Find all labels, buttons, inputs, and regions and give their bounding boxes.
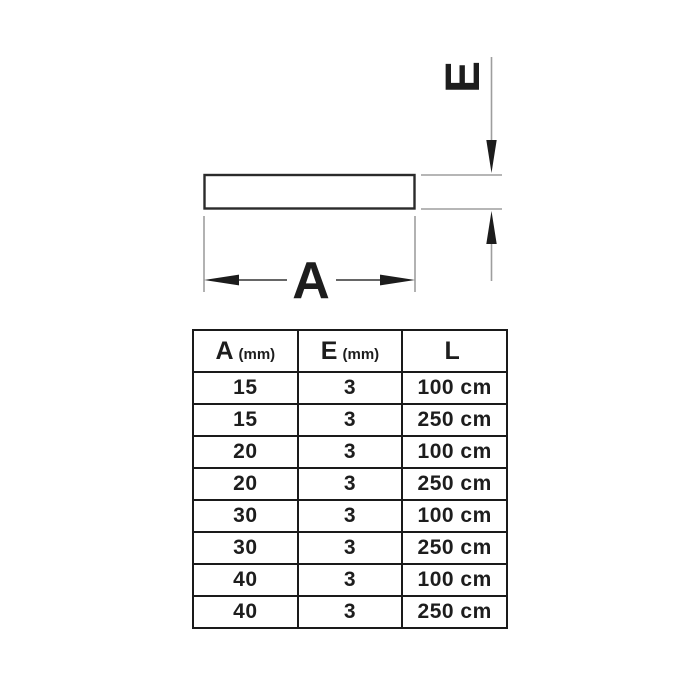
dim-e-arrow-up-icon <box>486 211 496 244</box>
dim-a-arrow-left-icon <box>204 275 239 286</box>
header-e-letter: E <box>320 336 338 365</box>
cell-a: 15 <box>193 404 298 436</box>
dim-e-label: E <box>437 60 490 94</box>
cell-l: 250 cm <box>402 404 507 436</box>
spec-table <box>192 329 508 629</box>
cell-e: 3 <box>298 404 403 436</box>
cell-e: 3 <box>298 468 403 500</box>
cell-a: 20 <box>193 468 298 500</box>
cell-e: 3 <box>298 436 403 468</box>
cell-e: 3 <box>298 372 403 404</box>
table-row <box>193 564 507 596</box>
header-cell-e <box>298 330 403 372</box>
header-a-letter: A <box>215 336 234 365</box>
cell-a: 30 <box>193 500 298 532</box>
spec-table-body <box>193 372 507 628</box>
spec-table-header <box>193 330 507 372</box>
header-l-letter: L <box>444 336 460 365</box>
cell-a: 40 <box>193 564 298 596</box>
cell-l: 250 cm <box>402 468 507 500</box>
cell-a: 40 <box>193 596 298 628</box>
table-row <box>193 404 507 436</box>
header-e-unit: (mm) <box>342 345 380 363</box>
dim-e-arrow-down-icon <box>486 140 496 173</box>
table-row <box>193 372 507 404</box>
flat-bar-profile <box>205 175 415 209</box>
cell-l: 100 cm <box>402 500 507 532</box>
header-a-unit: (mm) <box>238 345 276 363</box>
table-row <box>193 500 507 532</box>
cell-e: 3 <box>298 532 403 564</box>
cell-e: 3 <box>298 500 403 532</box>
table-row <box>193 532 507 564</box>
cell-l: 100 cm <box>402 372 507 404</box>
cell-a: 20 <box>193 436 298 468</box>
header-row <box>193 330 507 372</box>
table-row <box>193 436 507 468</box>
table-row <box>193 468 507 500</box>
cell-a: 30 <box>193 532 298 564</box>
dimension-diagram <box>0 0 700 330</box>
cell-e: 3 <box>298 564 403 596</box>
cell-l: 250 cm <box>402 532 507 564</box>
cell-e: 3 <box>298 596 403 628</box>
dim-a-label: A <box>292 252 330 310</box>
cell-a: 15 <box>193 372 298 404</box>
cell-l: 100 cm <box>402 564 507 596</box>
header-cell-l <box>402 330 507 372</box>
cell-l: 100 cm <box>402 436 507 468</box>
header-cell-a <box>193 330 298 372</box>
cell-l: 250 cm <box>402 596 507 628</box>
table-row <box>193 596 507 628</box>
dim-a-arrow-right-icon <box>380 275 415 286</box>
